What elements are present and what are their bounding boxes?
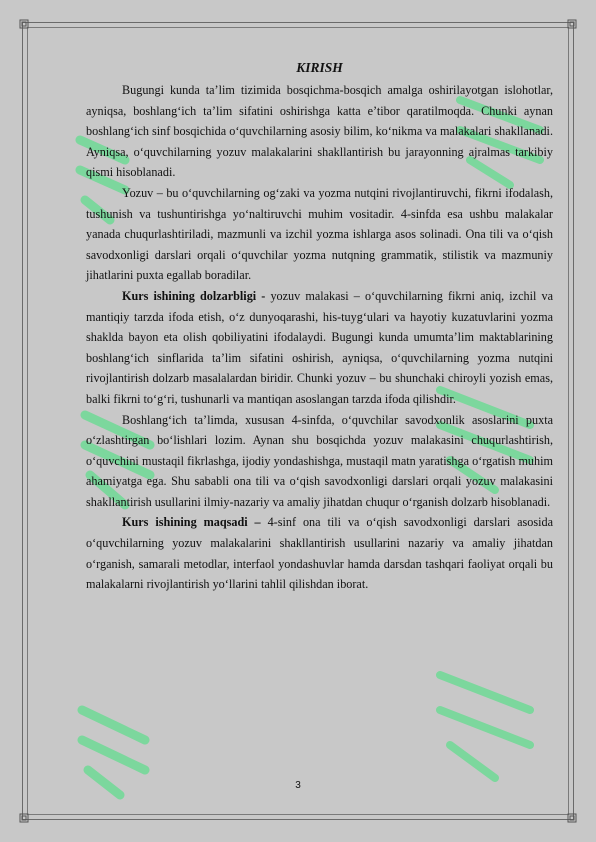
paragraph [86, 80, 553, 183]
document-body [86, 58, 553, 595]
watermark-logo-icon [70, 690, 160, 810]
corner-ornament-icon [17, 17, 31, 31]
corner-ornament-icon [17, 811, 31, 825]
paragraph [86, 183, 553, 286]
corner-ornament-icon [565, 17, 579, 31]
paragraph [86, 512, 553, 594]
page-number: 3 [295, 780, 301, 791]
paragraph-text: yozuv malakasi – o‘quvchilarning fikrni aniq, izchil va mantiqiy tarzda ifoda etish, o‘z dunyoqarashi, his-tuyg‘ulari va hayotiy kuzatuvlarini yozma shaklda bayon eta olish qobiliyatini ifodalaydi. Bugungi kunda umumta’lim maktablarining boshlang‘ich sinflarida ta’lim sifatini oshirish, ayniqsa, o‘quvchilarning yozma nutqini rivojlantirish dolzarb masalalardan biridir. Chunki yozuv – bu shunchaki chiroyli yozish emas, balki fikrni to‘g‘ri, tushunarli va mantiqan asoslangan tarzda ifoda qilishdir. [86, 288, 553, 406]
paragraph-text: Boshlang‘ich ta’limda, xususan 4-sinfda, o‘quvchilar savodxonlik asoslarini puxta o‘zlashtirgan bo‘lishlari lozim. Aynan shu bosqichda yozuv malakasini chuqurlashtirish, o‘quvchini mustaqil fikrlashga, ijodiy yondashishga, mustaqil matn yaratishga o‘rgatish muhim ahamiyatga ega. Shu sababli ona tili va o‘qish savodxonligi darslari orqali yozuv malakasini shakllantirish usullarini ilmiy-nazariy va amaliy jihatdan chuqur o‘rganish dolzarb hisoblanadi. [86, 412, 553, 509]
paragraph-lead: Kurs ishining maqsadi – [122, 515, 261, 530]
paragraph [86, 286, 553, 410]
corner-ornament-icon [565, 811, 579, 825]
page-title: KIRISH [296, 60, 343, 75]
paragraph-text: 4-sinf ona tili va o‘qish savodxonligi darslari asosida o‘quvchilarning yozuv malakalarini shakllantirish usullarini nazariy va amaliy jihatdan o‘rganish, samarali metodlar, interfaol yondashuvlar hamda darsdan tashqari faoliyat orqali bu malakalarni rivojlantirish yo‘llarini tahlil qilishdan iborat. [86, 515, 554, 592]
watermark-logo-icon [420, 640, 560, 790]
paragraph [86, 410, 553, 513]
paragraph-text: Bugungi kunda ta’lim tizimida bosqichma-bosqich amalga oshirilayotgan islohotlar, ayniqsa, boshlang‘ich ta’lim sifatini oshirishga katta e’tibor qaratilmoqda. Chunki aynan boshlang‘ich sinf bosqichida o‘quvchilarning asosiy bilim, ko‘nikma va malakalari shakllanadi. Ayniqsa, o‘quvchilarning yozuv malakalarini shakllantirish bu jarayonning ajralmas tarkibiy qismi hisoblanadi. [86, 83, 553, 180]
paragraph-text: Yozuv – bu o‘quvchilarning og‘zaki va yozma nutqini rivojlantiruvchi, fikrni ifodalash, tushunish va tushuntirishga yo‘naltiruvchi muhim vositadir. 4-sinfda esa ushbu malakalar yanada chuqurlashtiriladi, mazmunli va izchil yozma ishlarga asos solinadi. Ona tili va o‘qish savodxonligi darslari orqali o‘quvchilar yozma nutqning grammatik, stilistik va mazmuniy jihatlarini puxta egallab boradilar. [86, 185, 553, 283]
paragraph-lead: Kurs ishining dolzarbligi - [122, 288, 266, 303]
